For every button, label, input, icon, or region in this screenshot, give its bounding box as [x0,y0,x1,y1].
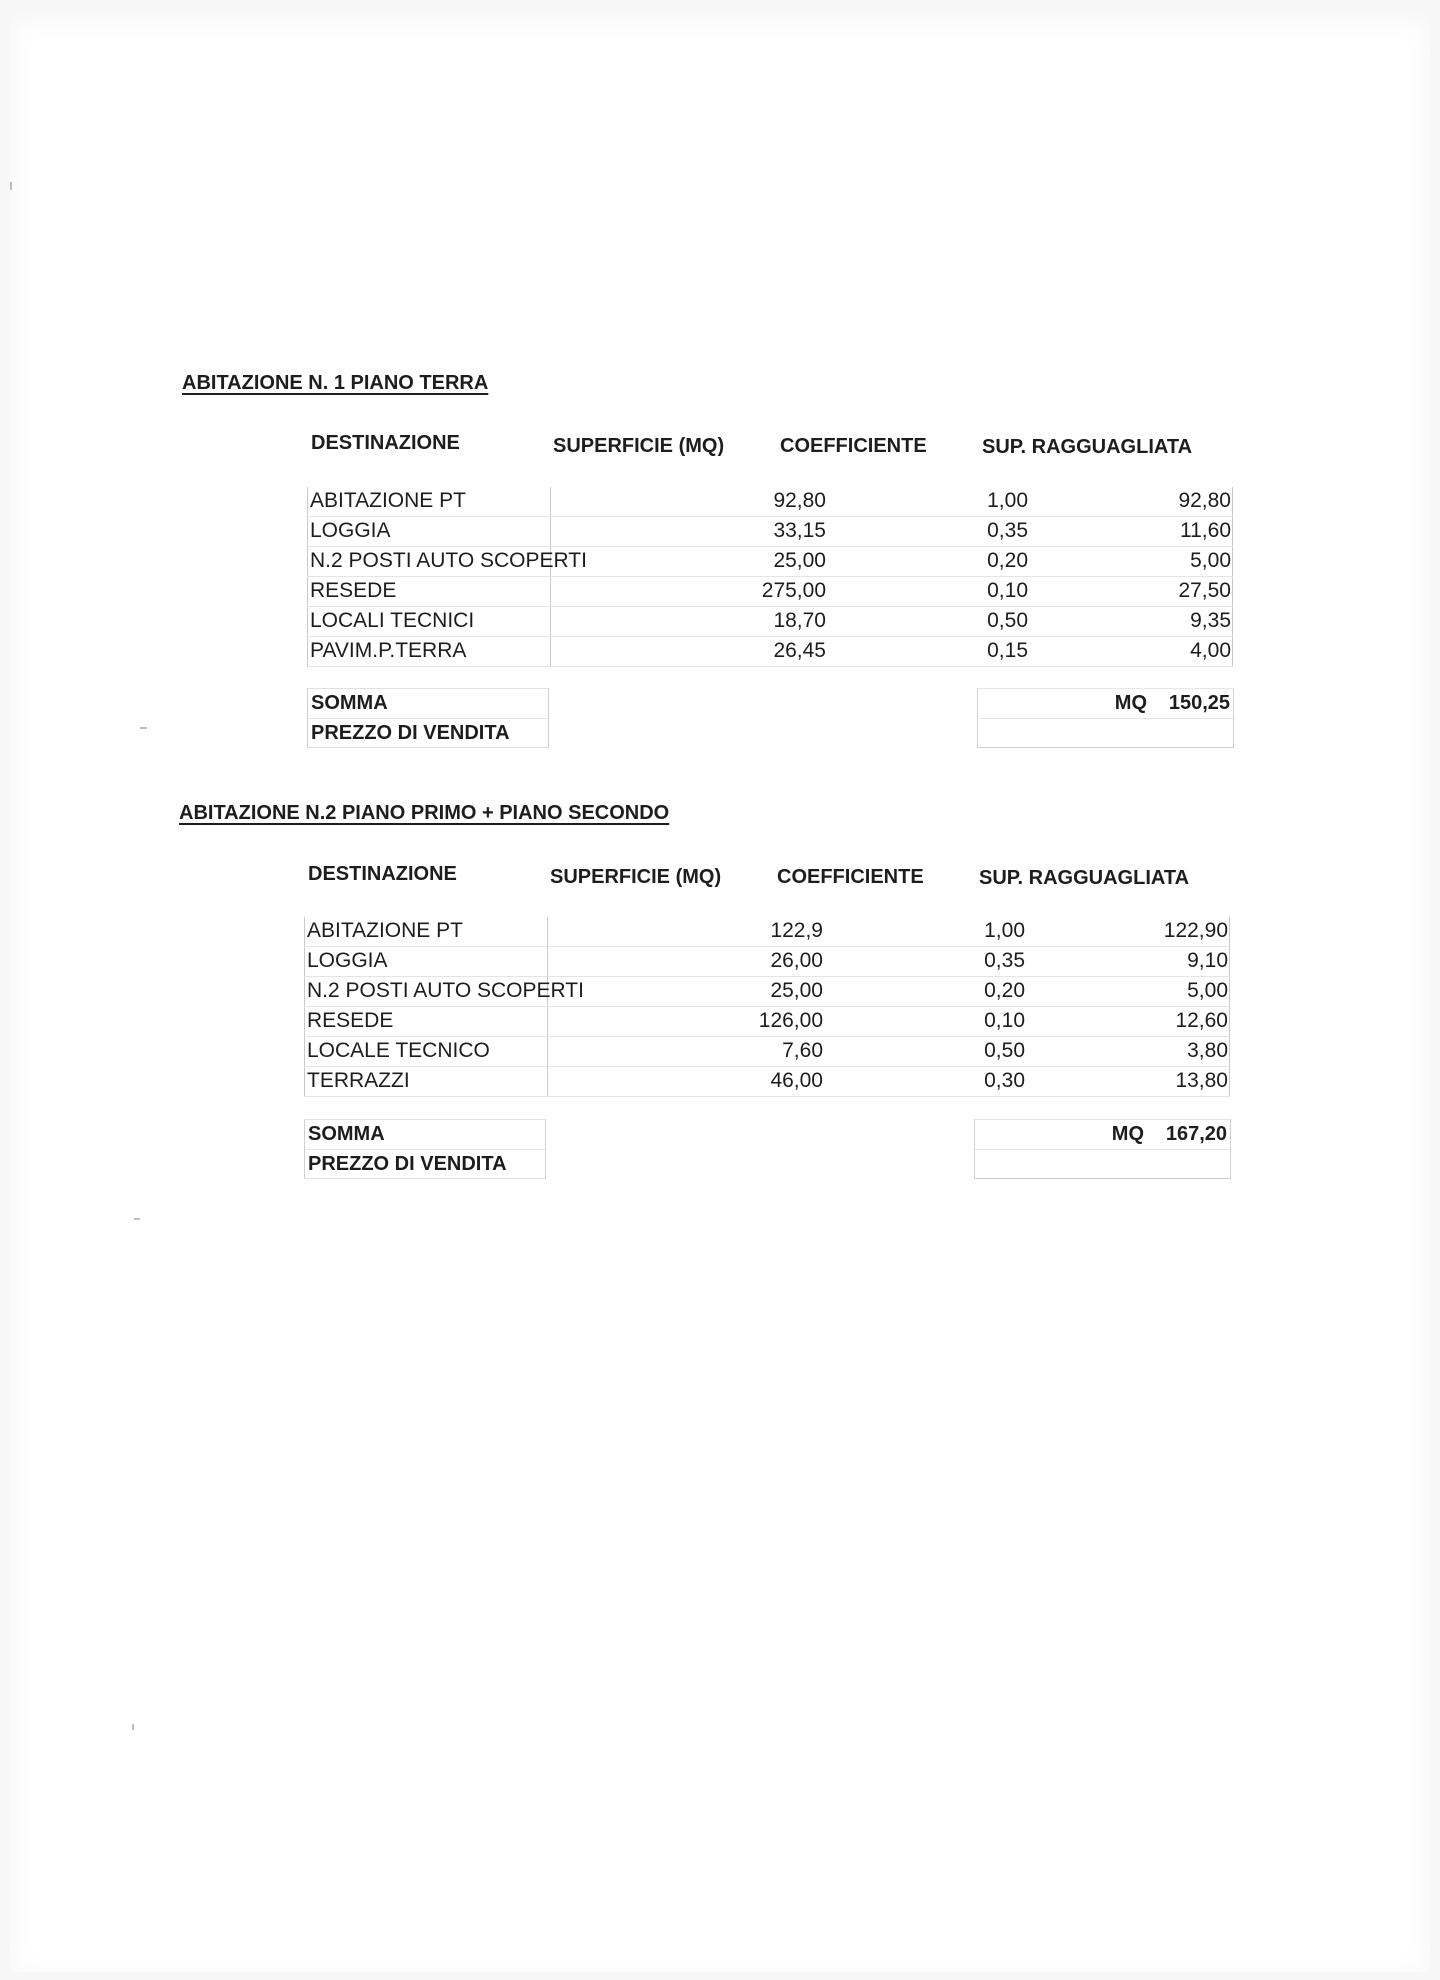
cell-superficie: 92,80 [773,489,826,512]
header-destinazione: DESTINAZIONE [308,863,457,885]
scan-speck [132,1724,134,1730]
header-destinazione: DESTINAZIONE [311,432,460,454]
total-value: 167,20 [1165,1123,1227,1145]
cell-ragguagliata: 4,00 [1190,639,1231,662]
table-row [304,977,1230,1007]
cell-coefficiente: 0,50 [984,1039,1025,1062]
cell-destinazione: N.2 POSTI AUTO SCOPERTI [307,979,584,1002]
header-coefficiente: COEFFICIENTE [780,435,927,457]
cell-destinazione: ABITAZIONE PT [310,489,466,512]
cell-superficie: 7,60 [782,1039,823,1062]
cell-ragguagliata: 5,00 [1190,549,1231,572]
cell-coefficiente: 0,35 [984,949,1025,972]
cell-coefficiente: 0,20 [987,549,1028,572]
header-superficie: SUPERFICIE (MQ) [553,435,725,457]
scan-speck [10,182,12,190]
cell-ragguagliata: 92,80 [1178,489,1231,512]
total-value: 150,25 [1168,692,1230,714]
header-sup-ragguagliata: SUP. RAGGUAGLIATA [979,867,1190,889]
cell-superficie: 18,70 [773,609,826,632]
prezzo-vendita-label: PREZZO DI VENDITA [308,718,548,747]
cell-superficie: 25,00 [770,979,823,1002]
cell-coefficiente: 0,15 [987,639,1028,662]
cell-ragguagliata: 9,10 [1187,949,1228,972]
total-unit: MQ [1111,1123,1144,1145]
surface-table [307,487,1233,667]
prezzo-vendita-value [975,1150,1230,1178]
cell-superficie: 26,00 [770,949,823,972]
cell-coefficiente: 0,30 [984,1069,1025,1092]
prezzo-vendita-label: PREZZO DI VENDITA [305,1149,545,1178]
summary-total-box [974,1119,1231,1179]
cell-ragguagliata: 3,80 [1187,1039,1228,1062]
somma-label: SOMMA [311,692,388,714]
cell-coefficiente: 0,20 [984,979,1025,1002]
table-row [304,1067,1230,1097]
table-row [307,517,1233,547]
table-row [307,487,1233,517]
table-row [304,947,1230,977]
cell-ragguagliata: 12,60 [1175,1009,1228,1032]
cell-superficie: 126,00 [758,1009,823,1032]
cell-superficie: 275,00 [761,579,826,602]
cell-destinazione: LOCALE TECNICO [307,1039,490,1062]
cell-coefficiente: 0,50 [987,609,1028,632]
cell-superficie: 25,00 [773,549,826,572]
cell-superficie: 33,15 [773,519,826,542]
scan-speck [140,727,147,729]
scan-speck [134,1218,140,1220]
cell-destinazione: LOGGIA [310,519,391,542]
table-row [307,637,1233,667]
cell-destinazione: PAVIM.P.TERRA [310,639,467,662]
cell-destinazione: RESEDE [307,1009,394,1032]
cell-coefficiente: 0,35 [987,519,1028,542]
cell-destinazione: TERRAZZI [307,1069,410,1092]
cell-destinazione: ABITAZIONE PT [307,919,463,942]
table-row [304,1007,1230,1037]
summary-labels [304,1119,546,1179]
cell-destinazione: RESEDE [310,579,397,602]
cell-ragguagliata: 5,00 [1187,979,1228,1002]
cell-coefficiente: 1,00 [984,919,1025,942]
summary-labels [307,688,549,748]
cell-superficie: 122,9 [770,919,823,942]
table-row [304,1037,1230,1067]
cell-coefficiente: 1,00 [987,489,1028,512]
cell-ragguagliata: 13,80 [1175,1069,1228,1092]
cell-destinazione: LOCALI TECNICI [310,609,475,632]
total-unit: MQ [1114,692,1147,714]
section-title: ABITAZIONE N.2 PIANO PRIMO + PIANO SECONDO [179,802,670,824]
cell-superficie: 46,00 [770,1069,823,1092]
cell-ragguagliata: 11,60 [1180,519,1231,542]
table-row [304,917,1230,947]
table-row [307,547,1233,577]
cell-superficie: 26,45 [773,639,826,662]
cell-coefficiente: 0,10 [984,1009,1025,1032]
surface-table [304,917,1230,1097]
prezzo-vendita-value [978,719,1233,747]
header-superficie: SUPERFICIE (MQ) [550,866,722,888]
cell-destinazione: N.2 POSTI AUTO SCOPERTI [310,549,587,572]
cell-destinazione: LOGGIA [307,949,388,972]
cell-ragguagliata: 122,90 [1163,919,1228,942]
header-sup-ragguagliata: SUP. RAGGUAGLIATA [982,436,1193,458]
cell-ragguagliata: 9,35 [1190,609,1231,632]
header-coefficiente: COEFFICIENTE [777,866,924,888]
cell-ragguagliata: 27,50 [1178,579,1231,602]
somma-label: SOMMA [308,1123,385,1145]
summary-total-box [977,688,1234,748]
cell-coefficiente: 0,10 [987,579,1028,602]
section-title: ABITAZIONE N. 1 PIANO TERRA [182,372,489,394]
table-row [307,577,1233,607]
table-row [307,607,1233,637]
